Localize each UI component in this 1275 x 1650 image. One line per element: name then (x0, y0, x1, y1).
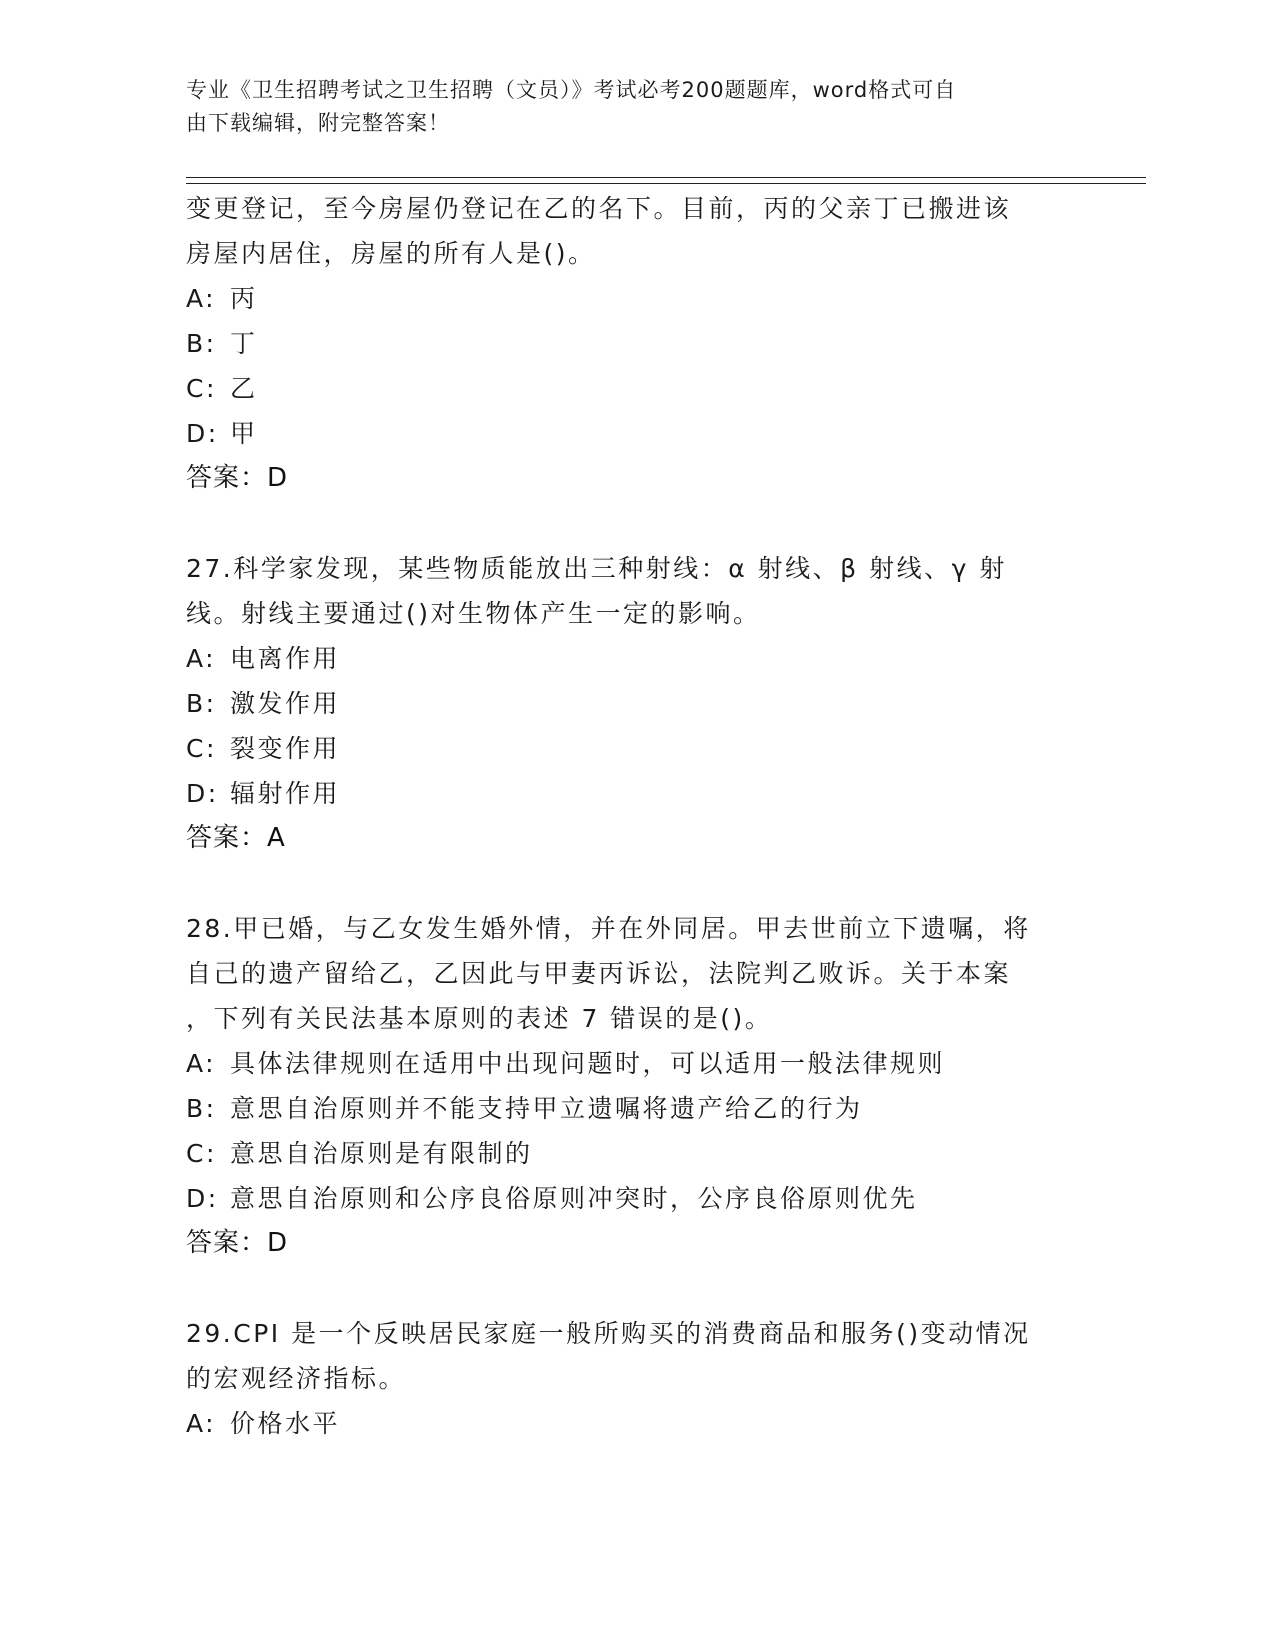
option-text: 意思自治原则和公序良俗原则冲突时，公序良俗原则优先 (230, 1184, 918, 1213)
header-divider-top (186, 177, 1146, 178)
option-letter: A: (186, 1049, 217, 1078)
spacer (186, 501, 1086, 546)
question-list (186, 186, 1086, 1446)
option-text: 电离作用 (230, 644, 341, 673)
option-text: 辐射作用 (230, 779, 341, 808)
question-text: 变更登记，至今房屋仍登记在乙的名下。目前，丙的父亲丁已搬进该 (186, 194, 1012, 223)
option-text: 激发作用 (230, 689, 341, 718)
question-text: 27.科学家发现，某些物质能放出三种射线：α 射线、β 射线、γ 射 (186, 554, 1007, 583)
option-a (186, 276, 1086, 321)
option-letter: B: (186, 329, 217, 358)
option-letter: A: (186, 284, 217, 313)
option-c (186, 726, 1086, 771)
option-d (186, 411, 1086, 456)
question-text: 房屋内居住，房屋的所有人是()。 (186, 239, 596, 268)
option-a (186, 1041, 1086, 1086)
option-letter: D: (186, 419, 219, 448)
option-text: 具体法律规则在适用中出现问题时，可以适用一般法律规则 (230, 1049, 946, 1078)
question-28 (186, 906, 1086, 1266)
option-letter: C: (186, 734, 217, 763)
option-letter: D: (186, 779, 219, 808)
question-text: 线。射线主要通过()对生物体产生一定的影响。 (186, 599, 761, 628)
option-text: 价格水平 (230, 1409, 341, 1438)
option-letter: A: (186, 1409, 217, 1438)
option-d (186, 1176, 1086, 1221)
option-letter: C: (186, 1139, 217, 1168)
option-b (186, 1086, 1086, 1131)
spacer (186, 861, 1086, 906)
option-text: 丁 (230, 329, 258, 358)
answer-text: 答案：D (186, 1228, 289, 1258)
option-text: 裂变作用 (230, 734, 341, 763)
question-text: 28.甲已婚，与乙女发生婚外情，并在外同居。甲去世前立下遗嘱，将 (186, 914, 1031, 943)
option-letter: D: (186, 1184, 219, 1213)
option-c (186, 366, 1086, 411)
header-title-line-1: 专业《卫生招聘考试之卫生招聘（文员）》考试必考200题题库，word格式可自 (186, 78, 957, 102)
question-text: 自己的遗产留给乙，乙因此与甲妻丙诉讼，法院判乙败诉。关于本案 (186, 959, 1012, 988)
option-text: 乙 (230, 374, 258, 403)
option-letter: C: (186, 374, 217, 403)
question-text: 的宏观经济指标。 (186, 1364, 407, 1393)
question-29 (186, 1311, 1086, 1446)
header-divider-bottom (186, 183, 1146, 184)
option-d (186, 771, 1086, 816)
header-title-line-2: 由下载编辑，附完整答案！ (186, 111, 450, 135)
answer-text: 答案：A (186, 823, 286, 853)
question-text: 29.CPI 是一个反映居民家庭一般所购买的消费商品和服务()变动情况 (186, 1319, 1031, 1348)
option-b (186, 321, 1086, 366)
answer-text: 答案：D (186, 463, 289, 493)
option-letter: A: (186, 644, 217, 673)
option-a (186, 1401, 1086, 1446)
option-b (186, 681, 1086, 726)
option-text: 意思自治原则并不能支持甲立遗嘱将遗产给乙的行为 (230, 1094, 863, 1123)
question-26 (186, 186, 1086, 501)
spacer (186, 1266, 1086, 1311)
option-text: 意思自治原则是有限制的 (230, 1139, 533, 1168)
option-c (186, 1131, 1086, 1176)
option-text: 丙 (230, 284, 258, 313)
question-27 (186, 546, 1086, 861)
question-text: ，下列有关民法基本原则的表述 7 错误的是()。 (186, 1004, 773, 1033)
option-a (186, 636, 1086, 681)
document-header (186, 74, 1066, 140)
option-text: 甲 (230, 419, 258, 448)
option-letter: B: (186, 689, 217, 718)
option-letter: B: (186, 1094, 217, 1123)
